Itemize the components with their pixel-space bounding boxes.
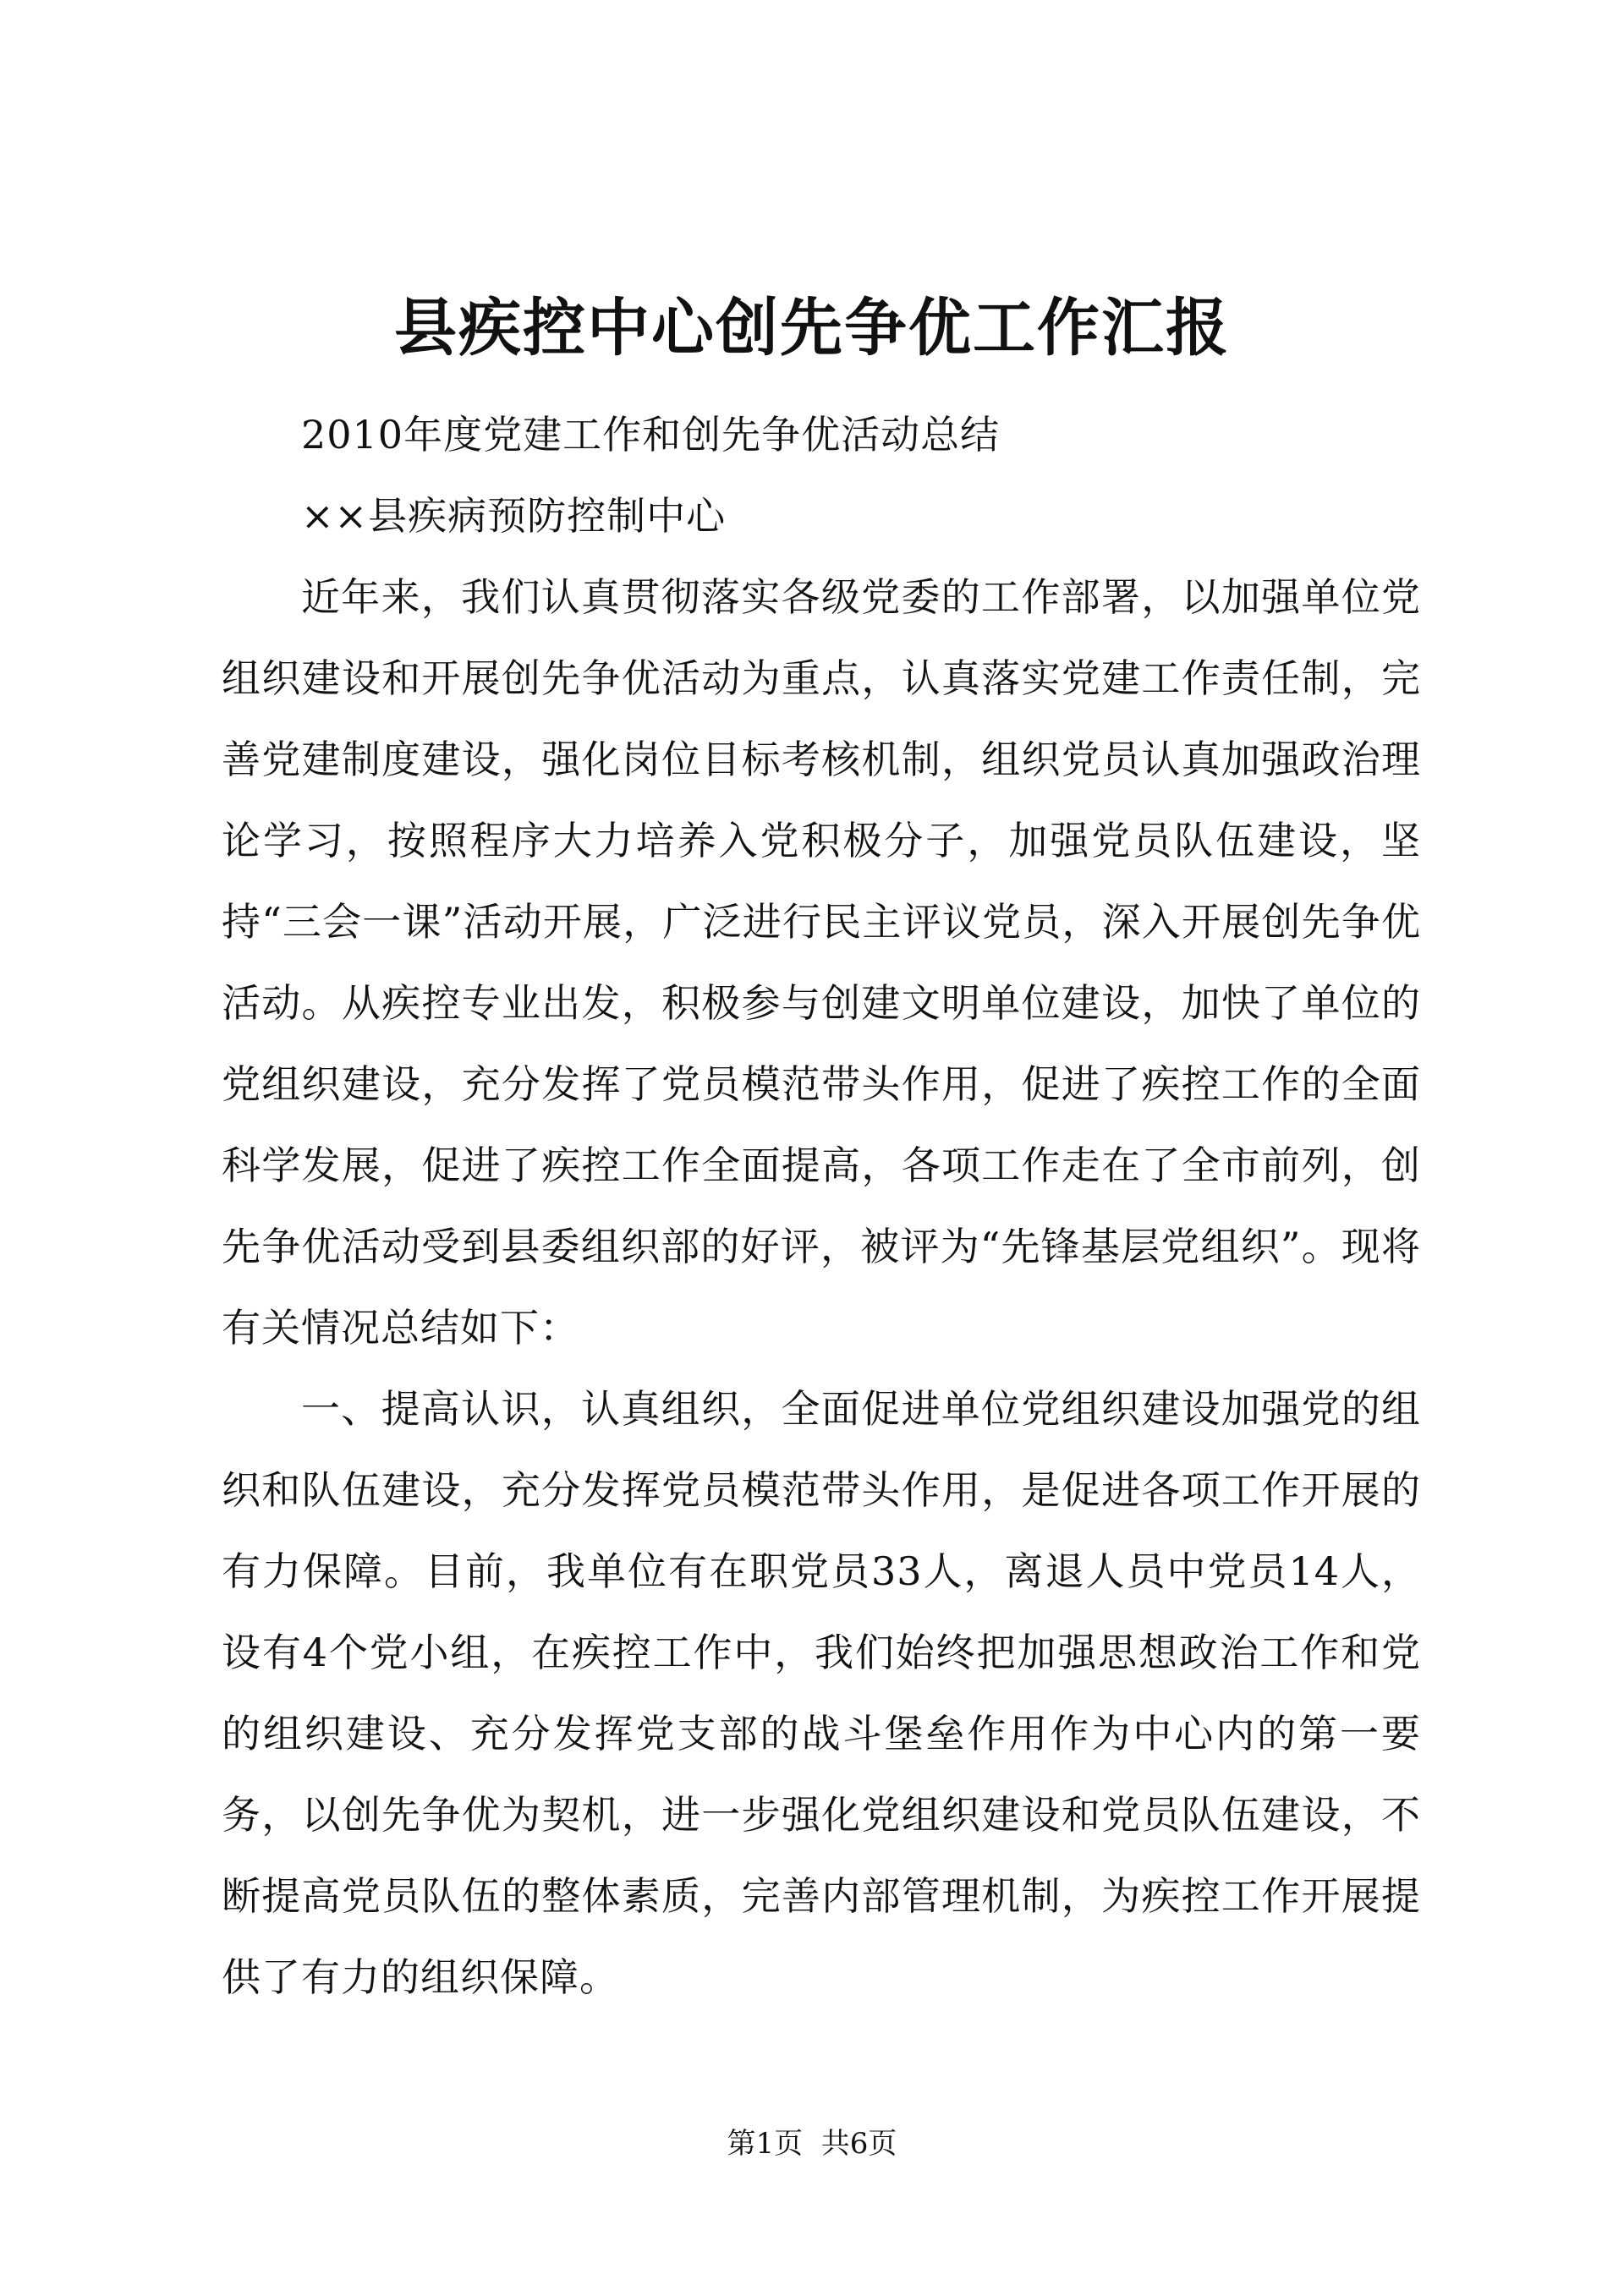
- document-body: [222, 394, 1421, 2018]
- organization-name: ××县疾病预防控制中心: [301, 493, 727, 539]
- body-paragraph-section-one: 一、提高认识，认真组织，全面促进单位党组织建设加强党的组织和队伍建设，充分发挥党员模范带头作用，是促进各项工作开展的有力保障。目前，我单位有在职党员33人，离退人员中党员14人，设有4个党小组，在疾控工作中，我们始终把加强思想政治工作和党的组织建设、充分发挥党支部的战斗堡垒作用作为中心内的第一要务，以创先争优为契机，进一步强化党组织建设和党员队伍建设，不断提高党员队伍的整体素质，完善内部管理机制，为疾控工作开展提供了有力的组织保障。: [222, 1386, 1421, 2000]
- page-footer: [0, 2123, 1624, 2165]
- document-title: 县疾控中心创先争优工作汇报: [394, 292, 1230, 364]
- page-number: 第1页 共6页: [727, 2127, 897, 2161]
- document-subtitle: 2010年度党建工作和创先争优活动总结: [301, 412, 1001, 458]
- body-paragraph-intro: 近年来，我们认真贯彻落实各级党委的工作部署，以加强单位党组织建设和开展创先争优活动为重点，认真落实党建工作责任制，完善党建制度建设，强化岗位目标考核机制，组织党员认真加强政治理论学习，按照程序大力培养入党积极分子，加强党员队伍建设，坚持“三会一课”活动开展，广泛进行民主评议党员，深入开展创先争优活动。从疾控专业出发，积极参与创建文明单位建设，加快了单位的党组织建设，充分发挥了党员模范带头作用，促进了疾控工作的全面科学发展，促进了疾控工作全面提高，各项工作走在了全市前列，创先争优活动受到县委组织部的好评，被评为“先锋基层党组织”。现将有关情况总结如下：: [222, 574, 1421, 1351]
